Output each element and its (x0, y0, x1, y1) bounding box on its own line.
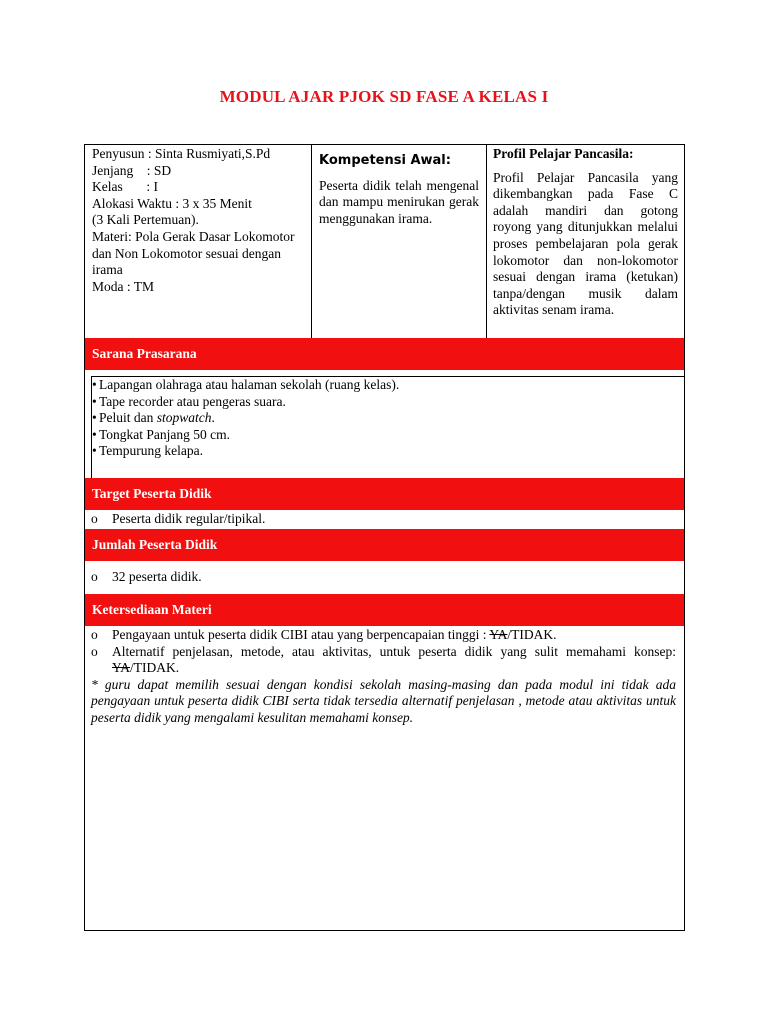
kompetensi-cell (312, 145, 487, 338)
list-item (92, 410, 684, 427)
bullet-icon: • (92, 377, 97, 392)
info-line: Jenjang : SD (92, 162, 172, 178)
kompetensi-heading: Kompetensi Awal: (319, 153, 451, 168)
bullet-icon: • (92, 426, 97, 442)
info-line: (3 Kali Pertemuan). (92, 212, 199, 228)
circle-bullet-icon: o (91, 511, 98, 526)
list-item (85, 627, 684, 644)
bullet-icon: • (92, 443, 97, 459)
info-line: Materi: Pola Gerak Dasar Lokomotor dan Non Lokomotor sesuai dengan irama (92, 228, 295, 278)
info-row (85, 145, 684, 338)
list-item (92, 443, 684, 460)
info-line: Moda : TM (92, 278, 155, 294)
materi-item-pengayaan: Pengayaan untuk peserta didik CIBI atau yang berpencapaian tinggi : YA/TIDAK. (112, 627, 557, 642)
profil-cell (487, 145, 684, 338)
circle-bullet-icon: o (91, 627, 98, 642)
sarana-item: Lapangan olahraga atau halaman sekolah (ruang kelas). (99, 377, 400, 392)
sarana-list (91, 376, 684, 478)
module-table (84, 144, 685, 931)
info-line: Penyusun : Sinta Rusmiyati,S.Pd (92, 146, 271, 161)
list-item (85, 644, 684, 677)
materi-item-alternatif: Alternatif penjelasan, metode, atau aktivitas, untuk peserta didik yang sulit memahami konsep: YA/TIDAK. (112, 643, 676, 676)
sarana-item: Tempurung kelapa. (99, 443, 204, 459)
document-title: MODUL AJAR PJOK SD FASE A KELAS I (219, 87, 549, 106)
profil-text: Profil Pelajar Pancasila yang dikembangkan pada Fase C adalah mandiri dan gotong royong yang ditunjukkan melalui proses pembelajaran pola gerak lokomotor dan non-lokomotor sesuai dengan irama (ketukan) tanpa/dengan musik dalam aktivitas senam irama. (493, 169, 678, 318)
sarana-item: Tongkat Panjang 50 cm. (99, 426, 231, 442)
target-row (85, 511, 684, 528)
list-item (85, 511, 684, 528)
jumlah-header: Jumlah Peserta Didik (85, 529, 684, 561)
circle-bullet-icon: o (91, 643, 98, 659)
info-line: Alokasi Waktu : 3 x 35 Menit (92, 195, 252, 211)
target-item: Peserta didik regular/tipikal. (112, 511, 266, 526)
sarana-item: Peluit dan stopwatch. (99, 410, 215, 426)
list-item (85, 569, 684, 586)
list-item (92, 394, 684, 411)
materi-section (85, 627, 684, 727)
kompetensi-text: Peserta didik telah mengenal dan mampu menirukan gerak menggunakan irama. (319, 177, 479, 226)
sarana-header: Sarana Prasarana (85, 338, 684, 370)
jumlah-item: 32 peserta didik. (112, 569, 202, 584)
materi-note: * guru dapat memilih sesuai dengan kondisi sekolah masing-masing dan pada modul ini tidak ada pengayaan untuk peserta didik CIBI serta tidak tersedia alternatif penjelasan , metode atau aktivitas untuk peserta didik yang mengalami kesulitan memahami konsep. (91, 676, 676, 725)
profil-heading: Profil Pelajar Pancasila: (493, 146, 634, 161)
bullet-icon: • (92, 393, 97, 409)
sarana-item: Tape recorder atau pengeras suara. (99, 393, 286, 409)
list-item (92, 427, 684, 444)
list-item (92, 377, 684, 394)
info-cell (85, 145, 312, 338)
target-header: Target Peserta Didik (85, 478, 684, 510)
materi-header: Ketersediaan Materi (85, 594, 684, 626)
info-line: Kelas : I (92, 179, 158, 195)
circle-bullet-icon: o (91, 569, 98, 584)
bullet-icon: • (92, 410, 97, 426)
jumlah-row (85, 569, 684, 586)
